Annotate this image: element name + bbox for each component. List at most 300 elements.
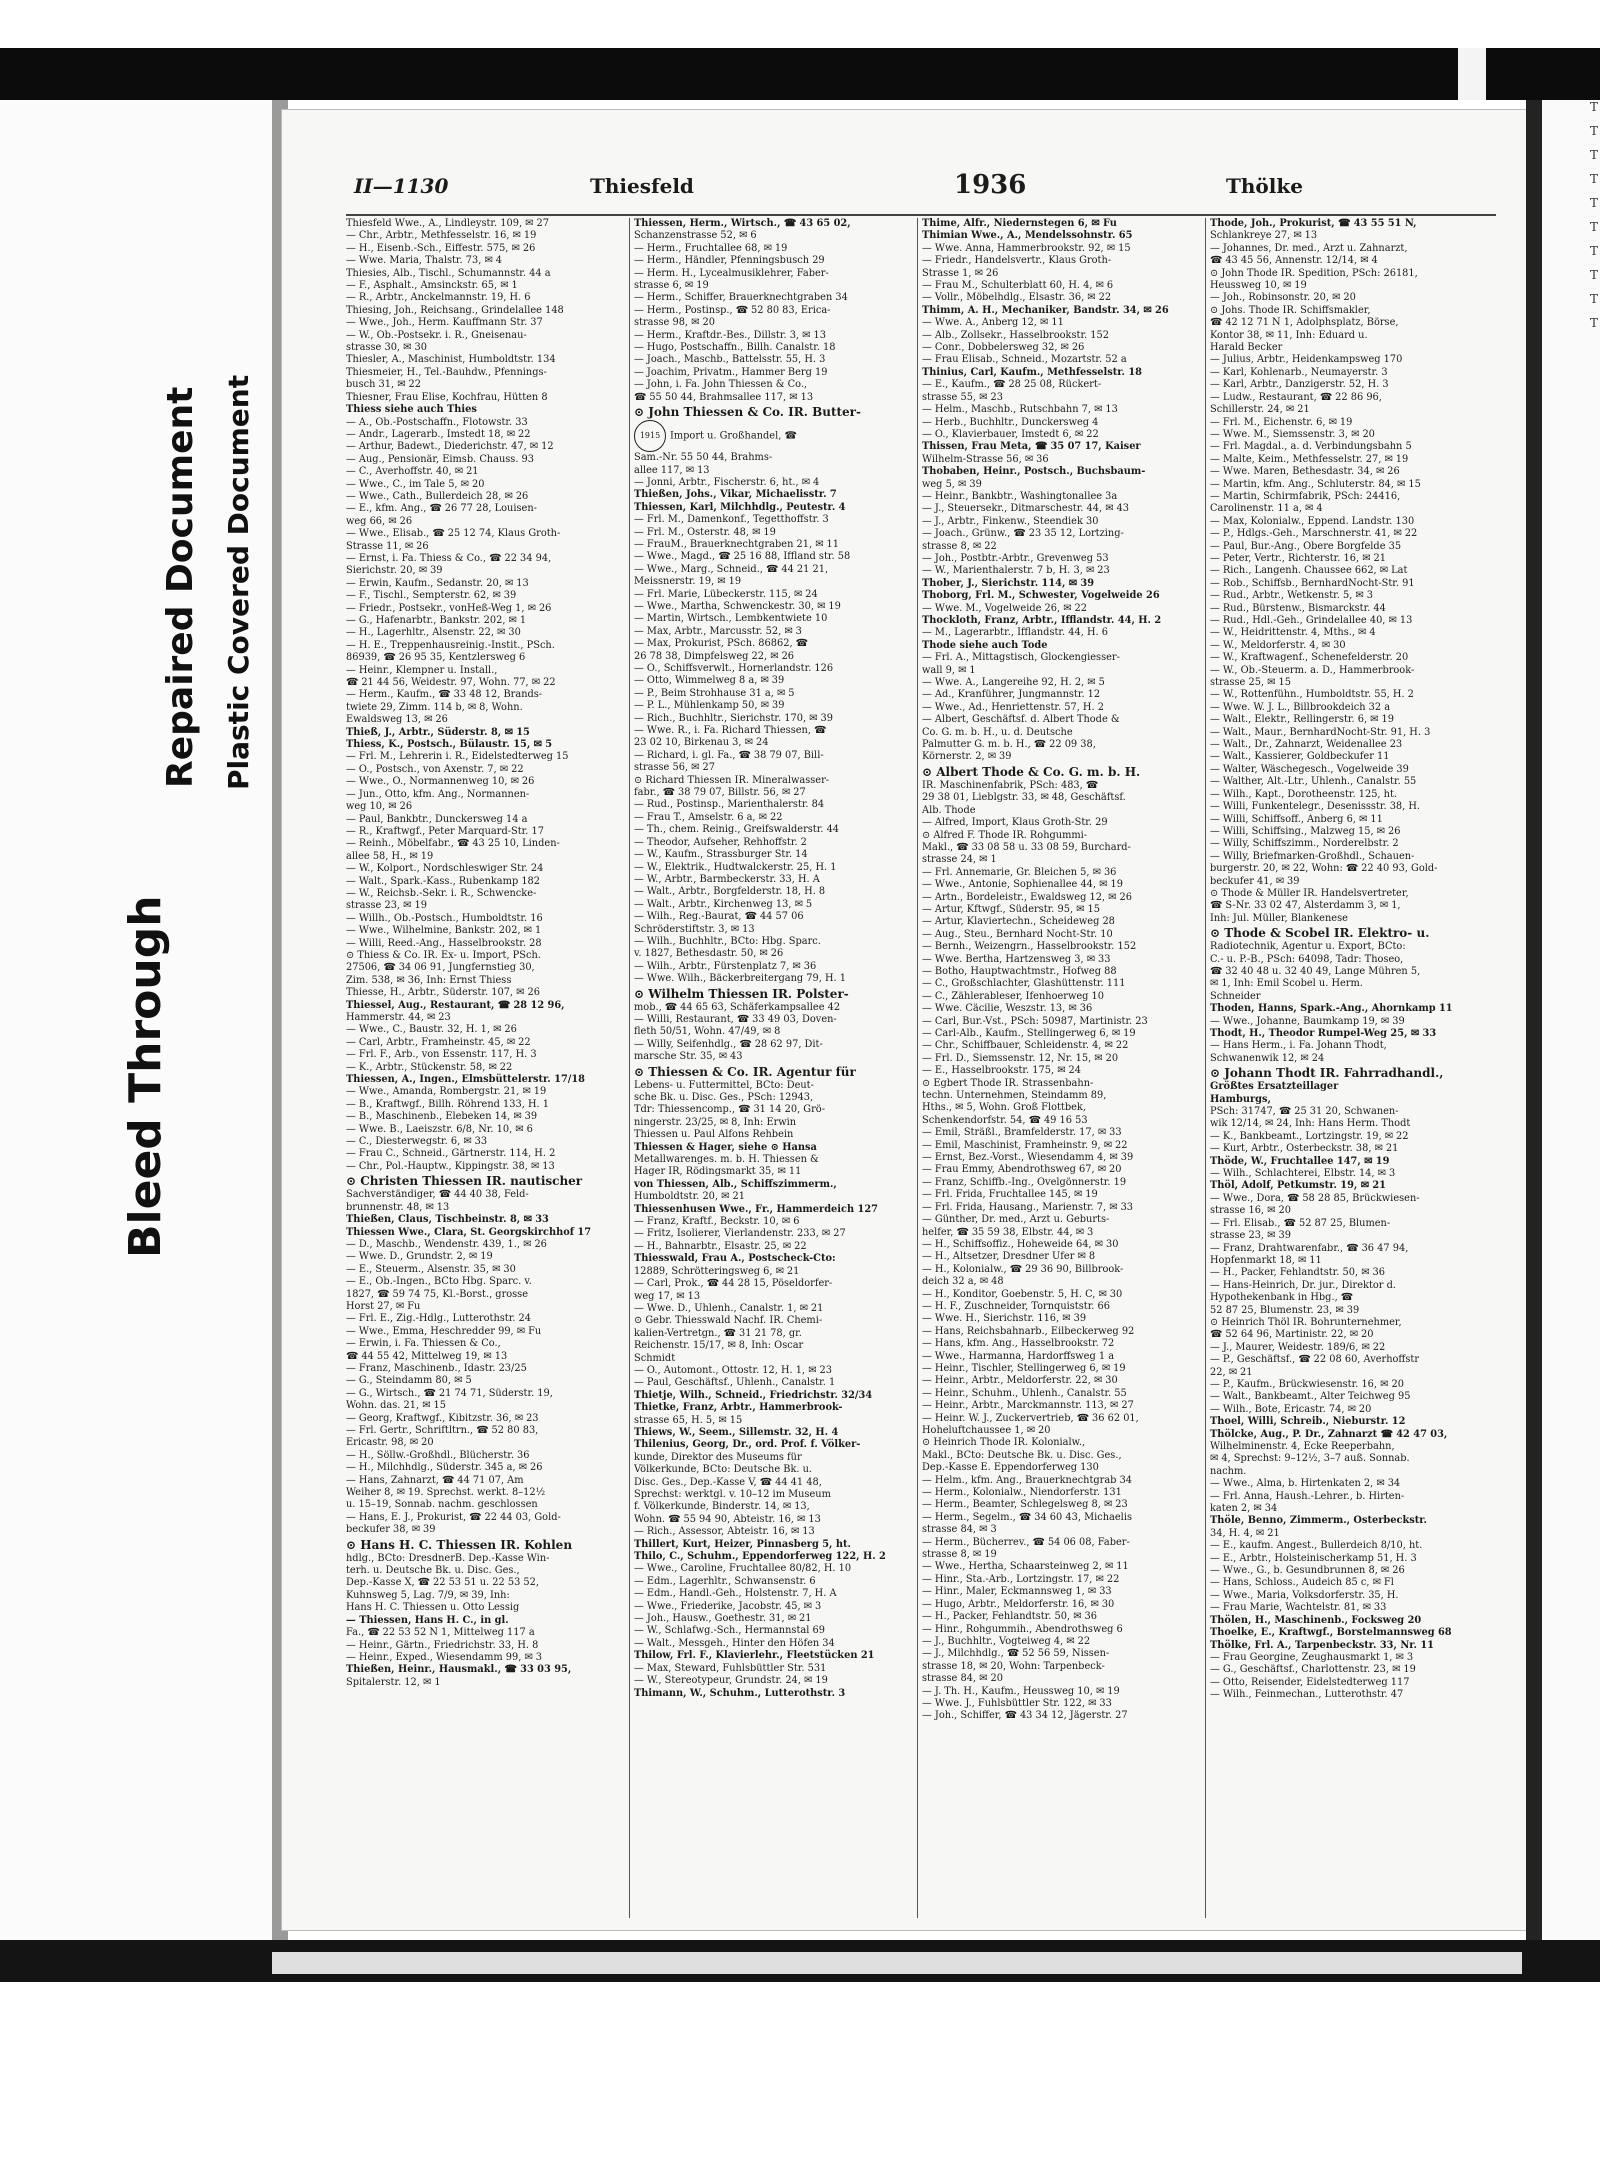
directory-entry: — Frau Marie, Wachtelstr. 81, ✉ 33 xyxy=(1210,1602,1387,1614)
directory-entry: — Joachim, Privatm., Hammer Berg 19 xyxy=(634,366,828,378)
adjacent-page-letter: T xyxy=(1590,100,1599,114)
directory-entry: — Willi, Schiffsoff., Anberg 6, ✉ 11 xyxy=(1210,813,1383,825)
directory-entry: Tdr: Thiessencomp., ☎ 31 14 20, Grö- xyxy=(634,1104,826,1116)
directory-entry: — Hans-Heinrich, Dr. jur., Direktor d. xyxy=(1210,1279,1396,1291)
directory-entry: ⊙ John Thode IR. Spedition, PSch: 26181, xyxy=(1210,267,1418,279)
adjacent-page-letter: T xyxy=(1590,196,1599,210)
directory-entry: — Frl. Frida, Hausang., Marienstr. 7, ✉ 33 xyxy=(922,1201,1134,1213)
directory-entry: Meissnerstr. 19, ✉ 19 xyxy=(634,576,742,588)
directory-entry: — Carl, Arbtr., Framheinstr. 45, ✉ 22 xyxy=(346,1036,531,1048)
directory-entry: — Frau C., Schneid., Gärtnerstr. 114, H. 2 xyxy=(346,1148,556,1160)
directory-entry: — J., Buchhltr., Vogteiweg 4, ✉ 22 xyxy=(922,1635,1091,1647)
directory-entry: Hoheluftchaussee 1, ✉ 20 xyxy=(922,1425,1051,1436)
directory-entry: — E., kaufm. Angest., Bullerdeich 8/10, ht. xyxy=(1210,1540,1423,1552)
directory-entry: — Frau Georgine, Zeughausmarkt 1, ✉ 3 xyxy=(1210,1651,1414,1663)
directory-entry: — Wwe. A., Langereihe 92, H. 2, ✉ 5 xyxy=(922,677,1105,689)
directory-entry: Schneider xyxy=(1210,990,1261,1002)
directory-entry: — Wwe. J., Fuhlsbüttler Str. 122, ✉ 33 xyxy=(922,1697,1112,1709)
directory-entry: — Paul, Bur.-Ang., Obere Borgfelde 35 xyxy=(1210,540,1402,552)
directory-entry: Thölke, Frl. A., Tarpenbeckstr. 33, Nr. 11 xyxy=(1210,1639,1434,1651)
directory-entry: Schmidt xyxy=(634,1352,676,1364)
directory-entry: C.- u. P.-B., PSch: 64098, Tadr: Thoseo, xyxy=(1210,953,1404,965)
directory-entry: — Bernh., Weizengrn., Hasselbrookstr. 152 xyxy=(922,941,1137,953)
directory-entry: Dep.-Kasse E. Eppendorferweg 130 xyxy=(922,1462,1099,1474)
directory-entry: — Herm. H., Lycealmusiklehrer, Faber- xyxy=(634,267,829,279)
directory-entry: — Reinh., Möbelfabr., ☎ 43 25 10, Linden- xyxy=(346,838,560,850)
directory-entry: — Joach., Maschb., Battelsstr. 55, H. 3 xyxy=(634,354,826,366)
directory-entry: Thiesfeld Wwe., A., Lindleystr. 109, ✉ 27 xyxy=(346,218,549,229)
directory-entry: — Wwe. M., Siemssenstr. 3, ✉ 20 xyxy=(1210,428,1375,440)
directory-entry: — H., Schiffsoffiz., Hoheweide 64, ✉ 30 xyxy=(922,1238,1119,1250)
directory-entry: strasse 16, ✉ 20 xyxy=(1210,1205,1291,1217)
directory-entry: — Willy, Schiffszimm., Norderelbstr. 2 xyxy=(1210,838,1399,850)
directory-entry: Radiotechnik, Agentur u. Export, BCto: xyxy=(1210,941,1406,953)
directory-entry: Strasse 11, ✉ 26 xyxy=(346,540,429,552)
directory-entry: 27506, ☎ 34 06 91, Jungfernstieg 30, xyxy=(346,962,535,974)
directory-entry: — Hinr., Rohgummih., Abendrothsweg 6 xyxy=(922,1623,1123,1635)
directory-entry: — Wwe., O., Normannenweg 10, ✉ 26 xyxy=(346,776,535,788)
directory-entry: — Wwe., Martha, Schwenckestr. 30, ✉ 19 xyxy=(634,600,841,612)
directory-entry: deich 32 a, ✉ 48 xyxy=(922,1276,1004,1288)
directory-entry: — Wwe. Wilh., Bäckerbreitergang 79, H. 1 xyxy=(634,973,846,985)
directory-entry: — Rich., Langenh. Chaussee 662, ✉ Lat xyxy=(1210,565,1408,577)
directory-entry: — Frl. Magdal., a. d. Verbindungsbahn 5 xyxy=(1210,441,1412,453)
column-1 xyxy=(346,218,624,1918)
directory-entry: helfer, ☎ 35 59 38, Elbstr. 44, ✉ 3 xyxy=(922,1226,1094,1238)
directory-entry: Sachverständiger, ☎ 44 40 38, Feld- xyxy=(346,1189,529,1201)
directory-entry: — Wilh., Reg.-Baurat, ☎ 44 57 06 xyxy=(634,911,804,923)
directory-entry: — Herb., Buchhltr., Dunckersweg 4 xyxy=(922,416,1099,428)
directory-entry: strasse 55, ✉ 23 xyxy=(922,391,1003,403)
adjacent-page-letter: T xyxy=(1590,316,1599,330)
directory-entry: — Günther, Dr. med., Arzt u. Geburts- xyxy=(922,1214,1110,1226)
directory-entry: — W., Kolport., Nordschleswiger Str. 24 xyxy=(346,863,544,875)
adjacent-page-letter: T xyxy=(1590,268,1599,282)
directory-entry: Hypothekenbank in Hbg., ☎ xyxy=(1210,1292,1353,1304)
directory-entry: Wohn. ☎ 55 94 90, Abteistr. 16, ✉ 13 xyxy=(634,1513,821,1525)
directory-entry: Thiews, W., Seem., Sillemstr. 32, H. 4 xyxy=(634,1426,839,1438)
directory-entry: Thietje, Wilh., Schneid., Friedrichstr. 32/34 xyxy=(634,1389,873,1401)
directory-entry: — Chr., Pol.-Hauptw., Kippingstr. 38, ✉ 13 xyxy=(346,1160,555,1172)
directory-entry: — Heinr., Gärtn., Friedrichstr. 33, H. 8 xyxy=(346,1639,539,1651)
directory-entry: wik 12/14, ✉ 24, Inh: Hans Herm. Thodt xyxy=(1210,1118,1411,1130)
directory-entry: — Frl. M., Osterstr. 48, ✉ 19 xyxy=(634,526,776,538)
directory-entry: — Helm., Maschb., Rutschbahn 7, ✉ 13 xyxy=(922,404,1118,416)
directory-entry: Thimian Wwe., A., Mendelssohnstr. 65 xyxy=(922,230,1133,242)
directory-entry: — Paul, Geschäftsf., Uhlenh., Canalstr. 1 xyxy=(634,1377,836,1389)
directory-entry: — Wwe., Maria, Volksdorferstr. 35, H. xyxy=(1210,1589,1399,1601)
directory-entry: — Botho, Hauptwachtmstr., Hofweg 88 xyxy=(922,965,1117,977)
directory-entry: techn. Unternehmen, Steindamm 89, xyxy=(922,1090,1107,1102)
directory-entry: fleth 50/51, Wohn. 47/49, ✉ 8 xyxy=(634,1026,781,1038)
directory-entry: busch 31, ✉ 22 xyxy=(346,379,422,391)
directory-entry: Thiessen, Karl, Milchhdlg., Peutestr. 4 xyxy=(634,501,846,513)
directory-entry: — Emil, Sträßl., Bramfelderstr. 17, ✉ 33 xyxy=(922,1127,1122,1139)
directory-entry: Metallwarenges. m. b. H. Thiessen & xyxy=(634,1154,819,1166)
directory-entry: — Wwe., Elisab., ☎ 25 12 74, Klaus Groth- xyxy=(346,528,561,540)
directory-entry: allee 58, H., ✉ 19 xyxy=(346,850,434,862)
column-3 xyxy=(922,218,1200,1918)
directory-entry: ⊙ Heinrich Thöl IR. Bohrunternehmer, xyxy=(1210,1316,1402,1328)
directory-entry: — Wwe., Johanne, Baumkamp 19, ✉ 39 xyxy=(1210,1015,1405,1027)
column-divider xyxy=(917,218,918,1918)
directory-entry: — W., Heidrittenstr. 4, Mths., ✉ 4 xyxy=(1210,627,1376,639)
adjacent-page-letter: T xyxy=(1590,124,1599,138)
adjacent-page-letter: T xyxy=(1590,244,1599,258)
directory-entry: Thießen, Claus, Tischbeinstr. 8, ✉ 33 xyxy=(346,1214,549,1226)
directory-entry: ☎ 43 45 56, Annenstr. 12/14, ✉ 4 xyxy=(1210,255,1378,267)
directory-entry: Schlankreye 27, ✉ 13 xyxy=(1210,230,1318,242)
directory-entry: Weiher 8, ✉ 19. Sprechst. werkt. 8–12½ xyxy=(346,1487,546,1499)
directory-entry: ✉ 1, Inh: Emil Scobel u. Herm. xyxy=(1210,978,1363,990)
directory-entry: — Hugo, Postschaffn., Billh. Canalstr. 18 xyxy=(634,342,836,354)
directory-entry: — Frau T., Amselstr. 6 a, ✉ 22 xyxy=(634,811,783,823)
directory-entry: — Wwe. Maria, Thalstr. 73, ✉ 4 xyxy=(346,255,503,267)
directory-entry: — Joh., Postbtr.-Arbtr., Grevenweg 53 xyxy=(922,552,1109,564)
directory-entry: Thiess, K., Postsch., Bülaustr. 15, ✉ 5 xyxy=(346,739,553,751)
directory-entry: — Frl. Annemarie, Gr. Bleichen 5, ✉ 36 xyxy=(922,866,1117,878)
directory-entry: Sam.-Nr. 55 50 44, Brahms- xyxy=(634,452,773,464)
directory-entry: — H. F., Zuschneider, Tornquiststr. 66 xyxy=(922,1300,1110,1312)
directory-entry: — Edm., Lagerhltr., Schwansenstr. 6 xyxy=(634,1575,816,1587)
directory-entry: — Wilh., Schlachterei, Elbstr. 14, ✉ 3 xyxy=(1210,1168,1396,1180)
directory-entry: — Wwe., Emma, Heschredder 99, ✉ Fu xyxy=(346,1325,542,1337)
directory-entry: strasse 8, ✉ 22 xyxy=(922,540,997,552)
directory-entry: — Walt., Dr., Zahnarzt, Weidenallee 23 xyxy=(1210,739,1403,751)
stamp-bleed-through: Bleed Through xyxy=(120,895,171,1258)
directory-entry: Schröderstiftstr. 3, ✉ 13 xyxy=(634,923,755,935)
directory-entry: strasse 56, ✉ 27 xyxy=(634,762,715,774)
directory-entry: Spitalerstr. 12, ✉ 1 xyxy=(346,1676,441,1688)
label-card xyxy=(0,100,272,1940)
directory-entry: — Walt., Bankbeamt., Alter Teichweg 95 xyxy=(1210,1391,1411,1403)
directory-entry: — Heinr., Tischler, Stellingerweg 6, ✉ 19 xyxy=(922,1362,1126,1374)
directory-entry: — Wwe. Bertha, Hartzensweg 3, ✉ 33 xyxy=(922,953,1111,965)
directory-entry: — H., Packer, Fehlandtstr. 50, ✉ 36 xyxy=(922,1611,1097,1623)
directory-entry: — Wwe., Cath., Bullerdeich 28, ✉ 26 xyxy=(346,490,529,502)
directory-entry: Kuhnsweg 5, Lag. 7/9, ✉ 39, Inh: xyxy=(346,1589,510,1601)
directory-entry: — Paul, Bankbtr., Dunckersweg 14 a xyxy=(346,813,528,825)
directory-entry: ⊙ Johann Thodt IR. Fahrradhandl., xyxy=(1210,1066,1444,1081)
directory-entry: — Heinr., Arbtr., Marckmannstr. 113, ✉ 27 xyxy=(922,1400,1134,1412)
directory-entry: — Frl. M., Eichenstr. 6, ✉ 19 xyxy=(1210,416,1353,428)
directory-entry: strasse 6, ✉ 19 xyxy=(634,280,709,292)
directory-entry: — F., Asphalt., Amsinckstr. 65, ✉ 1 xyxy=(346,280,518,292)
directory-entry: kunde, Direktor des Museums für xyxy=(634,1451,802,1463)
directory-entry: Makl., ☎ 33 08 58 u. 33 08 59, Burchard- xyxy=(922,841,1131,853)
directory-entry: — Wwe., Ad., Henriettenstr. 57, H. 2 xyxy=(922,701,1104,713)
directory-entry: — Theodor, Aufseher, Rehhoffstr. 2 xyxy=(634,836,807,848)
directory-entry: ⊙ Richard Thiessen IR. Mineralwasser- xyxy=(634,774,830,786)
directory-entry: Hths., ✉ 5, Wohn. Groß Flottbek, xyxy=(922,1102,1086,1114)
directory-entry: — Aug., Steu., Bernhard Nocht-Str. 10 xyxy=(922,928,1113,940)
directory-entry: — Wwe. Anna, Hammerbrookstr. 92, ✉ 15 xyxy=(922,242,1131,254)
directory-entry: — Wwe. H., Sierichstr. 116, ✉ 39 xyxy=(922,1313,1087,1325)
directory-entry: — R., Kraftwgf., Peter Marquard-Str. 17 xyxy=(346,825,544,837)
directory-entry: — R., Arbtr., Anckelmannstr. 19, H. 6 xyxy=(346,292,531,304)
directory-entry: Thöde, W., Fruchtallee 147, ✉ 19 xyxy=(1210,1155,1390,1167)
directory-entry: Schenkendorfstr. 54, ☎ 49 16 53 xyxy=(922,1114,1088,1126)
directory-entry: — Kurt, Arbtr., Osterbeckstr. 38, ✉ 21 xyxy=(1210,1143,1399,1155)
directory-entry: — E., Arbtr., Holsteinischerkamp 51, H. 3 xyxy=(1210,1552,1417,1564)
directory-entry: — Max, Arbtr., Marcusstr. 52, ✉ 3 xyxy=(634,625,802,637)
header-first-entry: Thiesfeld xyxy=(590,174,694,198)
top-border-gap xyxy=(1458,48,1486,100)
directory-entry: ⊙ Heinrich Thode IR. Kolonialw., xyxy=(922,1437,1086,1449)
directory-entry: — P., Geschäftsf., ☎ 22 08 60, Averhoffstr xyxy=(1210,1354,1420,1366)
directory-entry: Thiessen, Herm., Wirtsch., ☎ 43 65 02, xyxy=(634,218,851,229)
directory-entry: Thiessen, A., Ingen., Elmsbüttelerstr. 17/18 xyxy=(346,1074,585,1086)
directory-entry: allee 117, ✉ 13 xyxy=(634,464,710,476)
directory-entry: — John, i. Fa. John Thiessen & Co., xyxy=(634,379,808,391)
directory-entry: Hamburgs, xyxy=(1210,1093,1271,1105)
directory-entry: — Max, Steward, Fuhlsbüttler Str. 531 xyxy=(634,1662,827,1674)
directory-entry: — Wwe., G., b. Gesundbrunnen 8, ✉ 26 xyxy=(1210,1565,1405,1577)
directory-entry: Thölen, H., Maschinenb., Focksweg 20 xyxy=(1210,1614,1422,1626)
adjacent-page-letter: T xyxy=(1590,220,1599,234)
directory-entry: — Walt., Kassierer, Goldbeckufer 11 xyxy=(1210,751,1390,763)
directory-entry: — Wilh., Feinmechan., Lutterothstr. 47 xyxy=(1210,1689,1404,1701)
directory-entry: — B., Kraftwgf., Billh. Röhrend 133, H. 1 xyxy=(346,1098,549,1110)
directory-entry: — K., Arbtr., Stückenstr. 58, ✉ 22 xyxy=(346,1061,513,1073)
directory-entry: — Heinr., Bankbtr., Washingtonallee 3a xyxy=(922,490,1118,502)
directory-entry: IR. Maschinenfabrik, PSch: 483, ☎ xyxy=(922,779,1099,791)
directory-entry: — W., Kaufm., Strassburger Str. 14 xyxy=(634,849,808,861)
directory-entry: Lebens- u. Futtermittel, BCto: Deut- xyxy=(634,1079,814,1091)
directory-entry: — Hinr., Maler, Eckmannsweg 1, ✉ 33 xyxy=(922,1586,1112,1598)
directory-entry: Thilow, Frl. F., Klavierlehr., Fleetstücken 21 xyxy=(634,1650,875,1662)
directory-entry: — J., Steuersekr., Ditmarschestr. 44, ✉ 43 xyxy=(922,503,1130,515)
directory-entry: — Heinr. W. J., Zuckervertrieb, ☎ 36 62 01, xyxy=(922,1412,1139,1424)
directory-entry: — Joh., Robinsonstr. 20, ✉ 20 xyxy=(1210,292,1356,304)
directory-entry: Thießen, Johs., Vikar, Michaelisstr. 7 xyxy=(634,489,837,501)
directory-entry: — Walther, Alt.-Ltr., Uhlenh., Canalstr. 55 xyxy=(1210,776,1417,788)
directory-entry: — A., Ob.-Postschaffn., Flotowstr. 33 xyxy=(346,416,528,428)
directory-entry: — Jonni, Arbtr., Fischerstr. 6, ht., ✉ 4 xyxy=(634,476,820,488)
directory-entry: — W., Stereotypeur, Grundstr. 24, ✉ 19 xyxy=(634,1675,828,1687)
directory-entry: — Max, Kolonialw., Eppend. Landstr. 130 xyxy=(1210,515,1415,527)
directory-entry: — Frau Elisab., Schneid., Mozartstr. 52 a xyxy=(922,354,1127,366)
directory-entry: — Herm., Schiffer, Brauerknechtgraben 34 xyxy=(634,292,848,304)
directory-entry: Thime, Alfr., Niedernstegen 6, ✉ Fu xyxy=(922,218,1117,229)
directory-entry: Thietke, Franz, Arbtr., Hammerbrook- xyxy=(634,1402,843,1414)
header-year: 1936 xyxy=(954,170,1027,200)
directory-entry: Wilhelminenstr. 4, Ecke Reeperbahn, xyxy=(1210,1441,1395,1452)
directory-entry: — Frl. F., Arb., von Essenstr. 117, H. 3 xyxy=(346,1049,537,1061)
directory-entry: — Artur, Klaviertechn., Scheideweg 28 xyxy=(922,916,1115,928)
directory-entry: ⊙ Gebr. Thiesswald Nachf. IR. Chemi- xyxy=(634,1315,823,1327)
directory-entry: — Hinr., Sta.-Arb., Lortzingstr. 17, ✉ 22 xyxy=(922,1573,1120,1585)
directory-entry: — Peter, Vertr., Richterstr. 16, ✉ 21 xyxy=(1210,552,1386,564)
directory-entry: ⊙ Wilhelm Thiessen IR. Polster- xyxy=(634,986,849,1001)
directory-entry: Thissen, Frau Meta, ☎ 35 07 17, Kaiser xyxy=(922,441,1141,453)
directory-entry: strasse 25, ✉ 15 xyxy=(1210,677,1291,689)
directory-entry: twiete 29, Zimm. 114 b, ✉ 8, Wohn. xyxy=(346,701,523,713)
directory-entry: — P., Beim Strohhause 31 a, ✉ 5 xyxy=(634,687,795,699)
directory-entry: strasse 65, H. 5, ✉ 15 xyxy=(634,1414,743,1426)
directory-entry: Thiess siehe auch Thies xyxy=(346,404,477,416)
directory-entry: Alb. Thode xyxy=(922,804,976,816)
header-last-entry: Thölke xyxy=(1226,174,1303,198)
directory-entry: — Wwe. Maren, Bethesdastr. 34, ✉ 26 xyxy=(1210,466,1400,478)
directory-entry: Thoden, Hanns, Spark.-Ang., Ahornkamp 11 xyxy=(1210,1003,1453,1015)
directory-entry: — E., kfm. Ang., ☎ 26 77 28, Louisen- xyxy=(346,503,537,515)
directory-entry: ⊙ Thiessen & Co. IR. Agentur für xyxy=(634,1064,856,1079)
adjacent-page-letter: T xyxy=(1590,172,1599,186)
stamp-plastic-covered: Plastic Covered Document xyxy=(222,374,255,790)
directory-entry: — Hans Herm., i. Fa. Johann Thodt, xyxy=(1210,1040,1387,1052)
directory-entry: ☎ 52 64 96, Martinistr. 22, ✉ 20 xyxy=(1210,1329,1374,1341)
directory-entry: Schwanenwik 12, ✉ 24 xyxy=(1210,1052,1325,1064)
directory-entry: — Martin, Schirmfabrik, PSch: 24416, xyxy=(1210,490,1401,502)
directory-entry: strasse 23, ✉ 39 xyxy=(1210,1230,1291,1242)
directory-entry: Thoelke, E., Kraftwgf., Borstelmannsweg 68 xyxy=(1210,1627,1452,1639)
directory-entry: hdlg., BCto: DresdnerB. Dep.-Kasse Win- xyxy=(346,1552,550,1564)
directory-entry: 86939, ☎ 26 95 35, Kentzlersweg 6 xyxy=(346,652,526,664)
directory-entry: — Johannes, Dr. med., Arzt u. Zahnarzt, xyxy=(1210,242,1408,254)
directory-entry: 52 87 25, Blumenstr. 23, ✉ 39 xyxy=(1210,1304,1360,1316)
directory-entry: Thiesswald, Frau A., Postscheck-Cto: xyxy=(634,1253,836,1265)
directory-entry: Thiesmeier, H., Tel.-Bauhdw., Pfennings- xyxy=(346,366,547,378)
directory-entry: — J., Milchhdlg., ☎ 52 56 59, Nissen- xyxy=(922,1648,1110,1660)
directory-entry: Thinius, Carl, Kaufm., Methfesselstr. 18 xyxy=(922,366,1143,378)
directory-entry: Thilenius, Georg, Dr., ord. Prof. f. Völker- xyxy=(634,1439,861,1451)
directory-entry: ⊙ Johs. Thode IR. Schiffsmakler, xyxy=(1210,304,1371,316)
directory-entry: — Fritz, Isolierer, Vierlandenstr. 233, ✉ 27 xyxy=(634,1228,846,1240)
directory-entry: — Walt., Maur., BernhardNocht-Str. 91, H. 3 xyxy=(1210,726,1431,738)
page-number: II—1130 xyxy=(354,174,449,198)
directory-entry: — Julius, Arbtr., Heidenkampsweg 170 xyxy=(1210,354,1403,366)
directory-entry: kalien-Vertretgn., ☎ 31 21 78, gr. xyxy=(634,1327,802,1339)
directory-entry: — H., Bahnarbtr., Elsastr. 25, ✉ 22 xyxy=(634,1240,807,1252)
directory-entry: Schillerstr. 24, ✉ 21 xyxy=(1210,404,1310,416)
directory-entry: Thiesler, A., Maschinist, Humboldtstr. 134 xyxy=(346,354,556,366)
directory-entry: — Herm., Fruchtallee 68, ✉ 19 xyxy=(634,242,788,254)
directory-entry: — Alb., Zollsekr., Hasselbrookstr. 152 xyxy=(922,329,1109,341)
directory-entry: — Frl. A., Mittagstisch, Glockengiesser- xyxy=(922,652,1120,664)
directory-entry: Thiessen Wwe., Clara, St. Georgskirchhof 17 xyxy=(346,1226,592,1238)
directory-entry: — K., Bankbeamt., Lortzingstr. 19, ✉ 22 xyxy=(1210,1130,1409,1142)
directory-entry: — Hans, Schloss., Audeich 85 c, ✉ Fl xyxy=(1210,1577,1394,1589)
directory-entry: v. 1827, Bethesdastr. 50, ✉ 26 xyxy=(634,948,784,960)
directory-entry: ✉ 4, Sprechst: 9–12½, 3–7 auß. Sonnab. xyxy=(1210,1453,1410,1465)
stamp-repaired-document: Repaired Document xyxy=(160,386,201,788)
bottom-border-gap xyxy=(272,1952,1522,1974)
adjacent-page-letter: T xyxy=(1590,148,1599,162)
directory-entry: Horst 27, ✉ Fu xyxy=(346,1300,421,1312)
directory-entry: — Carl-Alb., Kaufm., Stellingerweg 6, ✉ 19 xyxy=(922,1028,1136,1039)
directory-entry: — Wwe. Cäcilie, Weszstr. 13, ✉ 36 xyxy=(922,1003,1093,1015)
directory-entry: — Arthur, Badewt., Diederichstr. 47, ✉ 12 xyxy=(346,441,554,453)
directory-entry: — Wwe. R., i. Fa. Richard Thiessen, ☎ xyxy=(634,725,827,737)
directory-entry: — Wwe., Magd., ☎ 25 16 88, Iffland str. 58 xyxy=(634,551,851,563)
directory-entry: — W., Ob.-Postsekr. i. R., Gneisenau- xyxy=(346,329,527,341)
directory-entry: strasse 98, ✉ 20 xyxy=(634,317,715,329)
directory-entry: strasse 18, ✉ 20, Wohn: Tarpenbeck- xyxy=(922,1660,1105,1672)
directory-entry: Thodt, H., Theodor Rumpel-Weg 25, ✉ 33 xyxy=(1210,1028,1437,1039)
directory-entry: Thoel, Willi, Schreib., Nieburstr. 12 xyxy=(1210,1416,1406,1428)
directory-entry: — O., Schiffsverwlt., Hornerlandstr. 126 xyxy=(634,663,834,674)
directory-entry: Humboldtstr. 20, ✉ 21 xyxy=(634,1191,745,1203)
directory-entry: sche Bk. u. Disc. Ges., PSch: 12943, xyxy=(634,1092,814,1103)
directory-entry: ⊙ Thiess & Co. IR. Ex- u. Import, PSch. xyxy=(346,949,541,961)
directory-entry: — Albert, Geschäftsf. d. Albert Thode & xyxy=(922,714,1120,726)
directory-entry: Kontor 38, ✉ 11, Inh: Eduard u. xyxy=(1210,329,1368,341)
directory-entry: — FrauM., Brauerknechtgraben 21, ✉ 11 xyxy=(634,538,839,550)
directory-entry: Reichenstr. 15/17, ✉ 8, Inh: Oscar xyxy=(634,1340,804,1352)
directory-entry: — E., Hasselbrookstr. 175, ✉ 24 xyxy=(922,1065,1081,1077)
directory-entry: — M., Lagerarbtr., Ifflandstr. 44, H. 6 xyxy=(922,627,1108,639)
directory-entry: Größtes Ersatzteillager xyxy=(1210,1081,1339,1093)
directory-entry: Hammerstr. 44, ✉ 23 xyxy=(346,1012,451,1023)
directory-entry: — Walt., Spark.-Kass., Rubenkamp 182 xyxy=(346,875,541,887)
directory-entry: — Frl. Gertr., Schriftltrn., ☎ 52 80 83, xyxy=(346,1425,539,1436)
directory-entry: — Frl. D., Siemssenstr. 12, Nr. 15, ✉ 20 xyxy=(922,1052,1119,1064)
directory-entry: — Frl. E., Zig.-Hdlg., Lutterothstr. 24 xyxy=(346,1313,532,1325)
directory-entry: — Hans, kfm. Ang., Hasselbrookstr. 72 xyxy=(922,1338,1115,1350)
directory-entry: — Frl. Marie, Lübeckerstr. 115, ✉ 24 xyxy=(634,588,818,600)
directory-entry: ☎ S-Nr. 33 02 47, Alsterdamm 3, ✉ 1, xyxy=(1210,900,1401,912)
directory-entry: Thiessenhusen Wwe., Fr., Hammerdeich 127 xyxy=(634,1203,878,1215)
directory-entry: 1827, ☎ 59 74 75, Kl.-Borst., grosse xyxy=(346,1288,529,1300)
page-header xyxy=(354,170,1494,204)
directory-entry: Thiesner, Frau Elise, Kochfrau, Hütten 8 xyxy=(346,391,548,403)
directory-entry: weg 10, ✉ 26 xyxy=(346,801,413,813)
directory-entry-text: Import u. Großhandel, ☎ xyxy=(670,430,797,442)
directory-entry: — Hans, Reichsbahnarb., Eilbeckerweg 92 xyxy=(922,1325,1135,1337)
directory-entry: von Thiessen, Alb., Schiffszimmerm., xyxy=(634,1178,837,1190)
directory-entry: — Wwe., Amanda, Rombergstr. 21, ✉ 19 xyxy=(346,1086,547,1098)
directory-entry: — Wwe. B., Laeiszstr. 6/8, Nr. 10, ✉ 6 xyxy=(346,1123,533,1135)
directory-entry: Thimann, W., Schuhm., Lutterothstr. 3 xyxy=(634,1687,846,1699)
directory-entry: — Artur, Kftwgf., Süderstr. 95, ✉ 15 xyxy=(922,903,1100,915)
directory-entry: terh. u. Deutsche Bk. u. Disc. Ges., xyxy=(346,1565,520,1577)
directory-entry: Dep.-Kasse X, ☎ 22 53 51 u. 22 53 52, xyxy=(346,1577,540,1589)
directory-entry: — C., Zählerableser, Ifenhoerweg 10 xyxy=(922,990,1105,1002)
directory-entry: — O., Klavierbauer, Imstedt 6, ✉ 22 xyxy=(922,428,1099,440)
directory-entry: — Willi, Schiffsing., Malzweg 15, ✉ 26 xyxy=(1210,825,1401,837)
directory-entry: ⊙ Hans H. C. Thiessen IR. Kohlen xyxy=(346,1537,573,1552)
directory-entry: — Heinr., Klempner u. Install., xyxy=(346,664,498,676)
directory-entry: — Helm., kfm. Ang., Brauerknechtgrab 34 xyxy=(922,1474,1133,1486)
directory-entry: — Franz, Drahtwarenfabr., ☎ 36 47 94, xyxy=(1210,1242,1409,1254)
directory-entry: — Walt., Arbtr., Kirchenweg 13, ✉ 5 xyxy=(634,898,813,910)
directory-entry: — W., Ob.-Steuerm. a. D., Hammerbrook- xyxy=(1210,664,1415,676)
directory-entry: — C., Diesterwegstr. 6, ✉ 33 xyxy=(346,1136,488,1148)
directory-entry: — Wwe., Wilhelmine, Bankstr. 202, ✉ 1 xyxy=(346,925,542,937)
directory-entry: mob., ☎ 44 65 63, Schäferkampsallee 42 xyxy=(634,1001,841,1013)
directory-entry: — Wwe., C., Baustr. 32, H. 1, ✉ 26 xyxy=(346,1024,517,1036)
directory-entry: weg 5, ✉ 39 xyxy=(922,478,982,490)
directory-entry: Carolinenstr. 11 a, ✉ 4 xyxy=(1210,503,1323,515)
directory-entry: burgerstr. 20, ✉ 22, Wohn: ☎ 22 40 93, Gold- xyxy=(1210,863,1438,875)
directory-entry: — Ad., Kranführer, Jungmannstr. 12 xyxy=(922,689,1101,701)
directory-entry: — Vollr., Möbelhdlg., Elsastr. 36, ✉ 22 xyxy=(922,292,1112,304)
directory-entry: ⊙ John Thiessen & Co. IR. Butter- xyxy=(634,405,861,420)
directory-entry: — Karl, Arbtr., Danzigerstr. 52, H. 3 xyxy=(1210,379,1389,391)
directory-entry: — Heinr., Arbtr., Meldorferstr. 22, ✉ 30 xyxy=(922,1375,1118,1387)
directory-entry: 12889, Schrötteringsweg 6, ✉ 21 xyxy=(634,1265,800,1277)
directory-entry: — Willi, Funkentelegr., Desenissstr. 38, H. xyxy=(1210,801,1421,813)
directory-entry: Thoborg, Frl. M., Schwester, Vogelweide 26 xyxy=(922,590,1160,602)
adjacent-page-letter: T xyxy=(1590,292,1599,306)
directory-entry: — Ludw., Restaurant, ☎ 22 86 96, xyxy=(1210,391,1382,403)
directory-entry: — Walter, Wäschegesch., Vogelweide 39 xyxy=(1210,763,1409,775)
directory-entry: — Malte, Keim., Methfesselstr. 27, ✉ 19 xyxy=(1210,453,1409,465)
directory-entry: Wohn. das. 21, ✉ 15 xyxy=(346,1400,447,1412)
directory-entry: — Rud., Arbtr., Wetkenstr. 5, ✉ 3 xyxy=(1210,590,1373,602)
directory-entry: — Wwe. W. J. L., Billbrookdeich 32 a xyxy=(1210,701,1391,713)
